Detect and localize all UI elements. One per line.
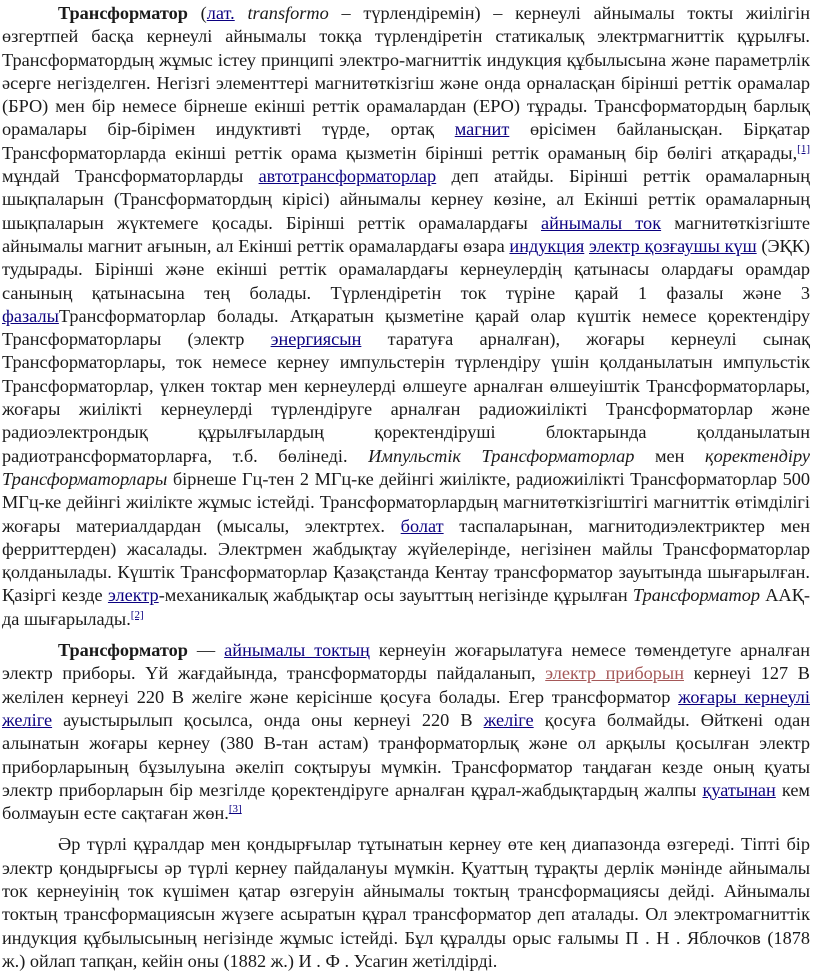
article-link[interactable]: энергиясын [270, 329, 362, 350]
article-link[interactable]: индукция [509, 235, 585, 256]
article-link[interactable]: қуатынан [702, 779, 776, 800]
body-text: кернеуін жоғарылатуға немесе төмендетуге арналған электр приборы. Үй жағдайында, трансформаторды пайдаланып, [2, 640, 811, 684]
article-link[interactable]: автотрансформаторлар [258, 166, 437, 187]
article-link[interactable]: айнымалы ток [541, 212, 662, 233]
body-text: -механикалық жабдықтар осы зауыттың негізінде құрылған [158, 585, 633, 606]
body-text: ауыстырылып қосылса, онда оны кернеуі 220 В [52, 709, 484, 730]
article-link[interactable]: магнит [454, 119, 510, 140]
footnote-link[interactable]: [2] [130, 608, 144, 621]
article-paragraph [2, 833, 810, 973]
body-text [235, 3, 248, 23]
footnote-reference [797, 143, 810, 155]
body-text: ( [187, 3, 207, 23]
article-link[interactable]: болат [400, 515, 444, 536]
article-link[interactable]: айнымалы токтың [224, 640, 370, 661]
body-text: мен [634, 445, 706, 466]
term-italic: қоректендіру Трансформаторлары [2, 445, 810, 489]
term-italic: transformo [247, 3, 329, 23]
body-text: (ЭҚК) тудырады. Бірінші және екінші реттік орамалардағы кернеулердің қатынасы олардағы орамдар санының қатынасына тең болады. Түрлендіретін ток түріне қарай 1 фазалы және 3 [2, 235, 810, 303]
footnote-reference [131, 609, 144, 621]
body-text: таспаларынан, магнитодиэлектриктер мен ферриттерден) жасалады. Электрмен жабдықтау жүйелерінде, негізінен майлы Трансформаторлар қолданылады. Күштік Трансформаторлар Қазақстанда Кентау трансформатор зауытында шығарылған. Қазіргі кезде [2, 515, 810, 606]
article-link[interactable]: лат. [206, 3, 235, 23]
term-italic: Импульстік Трансформаторлар [368, 445, 635, 466]
body-text: Әр түрлі құралдар мен қондырғылар тұтынатын кернеу өте кең диапазонда өзгереді. Тіпті бір электр қондырғысы әр түрлі кернеу пайдалануы мүмкін. Қуаттың тұрақты дерлік мәнінде айнымалы ток кернеуінің ток күшімен қатар өзгеруін айнымалы токтың трансформациясы дейді. Айнымалы токтың трансформациясын жүзеге асыратын құрал трансформатор деп аталады. Ол электромагниттік индукция құбылысының негізінде жұмыс істейді. Бұл құралды орыс ғалымы П . Н . Яблочков (1878 ж.) ойлап тапқан, кейін оны (1882 ж.) И . Ф . Усагин жетілдірді. [2, 834, 810, 971]
term-italic: Трансформатор [632, 585, 761, 606]
body-text: кернеуі 127 В желілен кернеуі 220 В желіге және керісінше қосуға болады. Егер трансформатор [2, 663, 810, 707]
body-text: ААҚ-да шығарылады. [2, 585, 810, 629]
body-text: бірнеше Гц-тен 2 МГц-ке дейінгі жиілікте, радиожиілікті Трансформаторлар 500 МГц-ке дейінгі жиілікте жұмыс істейді. Трансформаторлардың магнитөткізгіштігі магниттік өтімділігі жоғары материалдардан (мысалы, электртех. [2, 468, 810, 536]
body-text: — [187, 640, 225, 661]
footnote-reference [229, 803, 242, 815]
missing-article-link[interactable]: электр приборын [545, 663, 684, 684]
footnote-link[interactable]: [1] [797, 142, 810, 155]
article-link[interactable]: электр [107, 585, 159, 606]
article-link[interactable]: жоғары кернеулі желіге [2, 686, 810, 730]
body-text: таратуға арналған), жоғары кернеулі сынақ Трансформаторлары, ток немесе кернеу импульстерін түрлендіру үшін қолданылатын импульстік Трансформаторлар, үлкен токтар мен кернеулерді өлшеуге арналған өлшеуіштік Трансформаторлары, жоғары жиілікті кернеулерді түрлендіруге арналған радиожиілікті Трансформаторлар және радиоэлектрондық құрылғылардың қоректендіруші блоктарында қолданылатын радиотрансформаторларға, т.б. бөлінеді. [2, 329, 811, 466]
article-link[interactable]: желіге [483, 709, 534, 730]
body-text: кем болмауын есте сақтаған жөн. [2, 779, 810, 824]
footnote-link[interactable]: [3] [228, 803, 242, 816]
body-text: мұндай Трансформаторларды [2, 166, 259, 187]
article-paragraph [2, 639, 810, 825]
body-text: – түрлендіремін) – кернеулі айнымалы токты жиілігін өзгертпей басқа кернеулі айнымалы токқа түрлендіретін статикалық электрмагниттік құрылғы. Трансформатордың жұмыс істеу принципі электро-магниттік индукция құбылысына және параметрлік әсерге негізделген. Негізгі элементтері магнитөткізгіш және онда орналасқан бірінші реттік орамалар (БРО) мен бір немесе бірнеше екінші реттік орамалардан (ЕРО) тұрады. Трансформатордың барлық орамалары бір-бірімен индуктивті түрде, ортақ [2, 3, 810, 140]
term-bold: Трансформатор [58, 640, 188, 661]
article-paragraph [2, 2, 810, 631]
article-link[interactable]: фазалы [2, 305, 59, 326]
article-link[interactable]: электр қозғаушы күш [589, 235, 757, 256]
body-text: Трансформаторлар болады. Атқаратын қызметіне қарай олар күштік немесе қоректендіру Трансформаторлары (электр [2, 305, 810, 350]
body-text: магнитөткізгіште айнымалы магнит ағынын, ал Екінші реттік орамалардағы өзара [2, 212, 810, 256]
body-text: қосуға болмайды. Өйткені одан алынатын жоғары кернеу (380 В-тан астам) транформаторлық және ол арқылы қосылған электр приборларының бұзылуына әкеліп соқтыруы мүмкін. Трансформатор таңдаған кезде оның қуаты электр приборларын бір мезгілде қоректендіруге арналған құрал-жабдықтардың жалпы [2, 709, 810, 800]
term-bold: Трансформатор [58, 3, 188, 23]
body-text: деп атайды. Бірінші реттік орамаларның шықпаларын (Трансформатордың кірісі) айнымалы кернеу көзіне, ал Екінші реттік орамаларның шықпаларын жүктемеге қосады. Бірінші реттік орамалардағы [2, 166, 810, 233]
body-text: өрісімен байланысқан. Бірқатар Трансформаторларда екінші реттік орама қызметін бірінші реттік ораманың бір бөлігі атқарады, [2, 119, 811, 163]
